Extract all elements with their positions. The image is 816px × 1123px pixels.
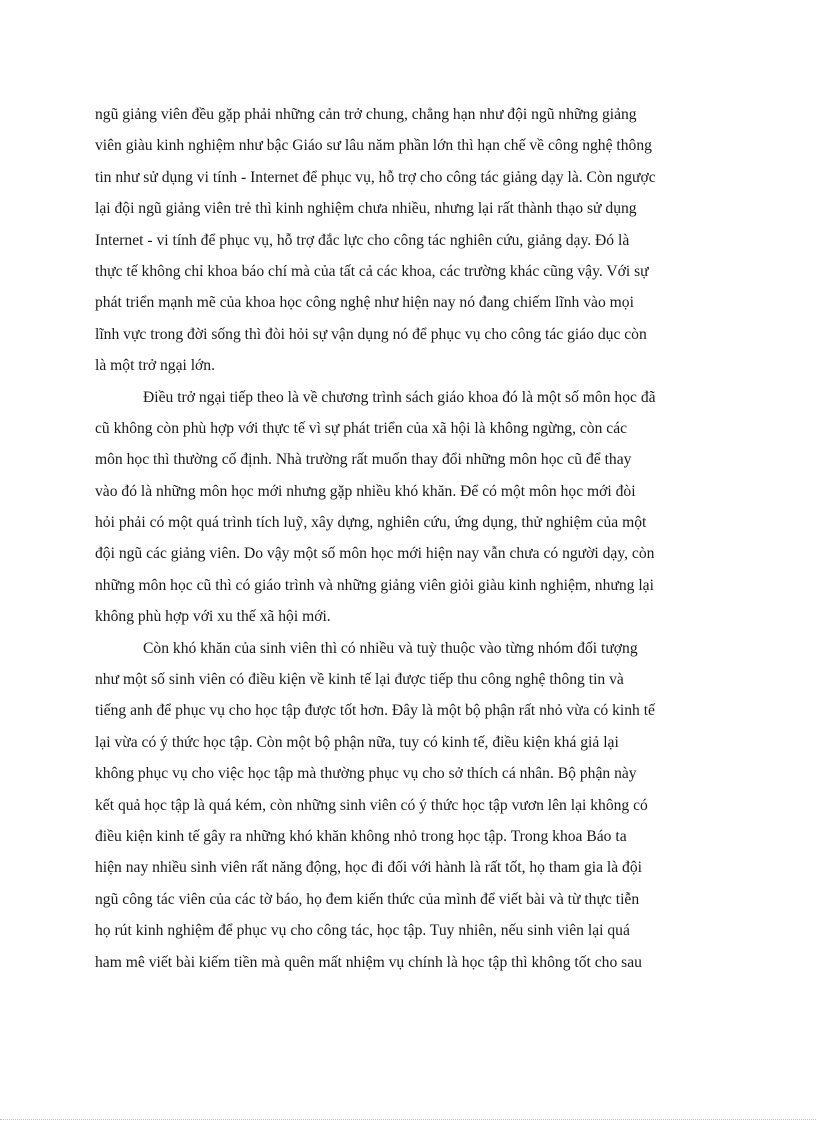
text-line: cũ không còn phù hợp với thực tế vì sự phát triển của xã hội là không ngừng, còn các <box>95 419 628 437</box>
text-line: Còn khó khăn của sinh viên thì có nhiều và tuỳ thuộc vào từng nhóm đối tượng <box>143 639 638 657</box>
text-line: những môn học cũ thì có giáo trình và những giảng viên giỏi giàu kinh nghiệm, nhưng lại <box>95 576 654 594</box>
text-line: ngũ công tác viên của các tờ báo, họ đem kiến thức của mình để viết bài và từ thực tiễn <box>95 890 640 908</box>
paragraph <box>95 633 725 978</box>
text-line: đội ngũ các giảng viên. Do vậy một số môn học mới hiện nay vẫn chưa có người dạy, còn <box>95 545 655 563</box>
text-line: lại đội ngũ giảng viên trẻ thì kinh nghiệm chưa nhiều, nhưng lại rất thành thạo sử dụng <box>95 200 637 218</box>
paragraph <box>95 382 725 633</box>
text-line: hỏi phải có một quá trình tích luỹ, xây dựng, nghiên cứu, ứng dụng, thử nghiệm của một <box>95 514 647 532</box>
text-line: kết quả học tập là quá kém, còn những sinh viên có ý thức học tập vươn lên lại không có <box>95 796 648 814</box>
text-line: họ rút kinh nghiệm để phục vụ cho công tác, học tập. Tuy nhiên, nếu sinh viên lại quá <box>95 922 630 940</box>
text-line: thực tế không chỉ khoa báo chí mà của tất cả các khoa, các trường khác cũng vậy. Với sự <box>95 262 649 280</box>
text-line: điều kiện kinh tế gây ra những khó khăn không nhỏ trong học tập. Trong khoa Báo ta <box>95 827 627 845</box>
text-line: ngũ giảng viên đều gặp phải những cản trở chung, chẳng hạn như đội ngũ những giảng <box>95 106 637 123</box>
text-line: Điều trở ngại tiếp theo là về chương trình sách giáo khoa đó là một số môn học đã <box>143 388 656 406</box>
text-line: hiện nay nhiều sinh viên rất năng động, học đi đối với hành là rất tốt, họ tham gia là đội <box>95 859 642 877</box>
text-line: Internet - vi tính để phục vụ, hỗ trợ đắc lực cho công tác nghiên cứu, giảng dạy. Đó là <box>95 231 630 249</box>
text-line: môn học thì thường cố định. Nhà trường rất muốn thay đổi những môn học cũ để thay <box>95 451 632 469</box>
text-line: như một số sinh viên có điều kiện về kinh tế lại được tiếp thu công nghệ thông tin và <box>95 671 624 689</box>
page-bottom-divider <box>0 1119 816 1120</box>
body-text <box>95 99 725 978</box>
text-line: lại vừa có ý thức học tập. Còn một bộ phận nữa, tuy có kinh tế, điều kiện khá giả lại <box>95 733 619 751</box>
text-line: không phù hợp với xu thế xã hội mới. <box>95 608 331 626</box>
paragraph <box>95 99 725 382</box>
text-line: tin như sử dụng vi tính - Internet để phục vụ, hỗ trợ cho công tác giảng dạy là. Còn ngược <box>95 168 656 186</box>
text-line: viên giàu kinh nghiệm như bậc Giáo sư lâu năm phần lớn thì hạn chế về công nghệ thông <box>95 137 652 155</box>
text-line: ham mê viết bài kiếm tiền mà quên mất nhiệm vụ chính là học tập thì không tốt cho sau <box>95 953 642 971</box>
text-line: vào đó là những môn học mới nhưng gặp nhiều khó khăn. Để có một môn học mới đòi <box>95 482 636 500</box>
text-line: lĩnh vực trong đời sống thì đòi hỏi sự vận dụng nó để phục vụ cho công tác giáo dục còn <box>95 325 647 343</box>
text-line: là một trở ngại lớn. <box>95 357 215 375</box>
text-line: tiếng anh để phục vụ cho học tập được tốt hơn. Đây là một bộ phận rất nhỏ vừa có kinh tế <box>95 702 655 720</box>
text-line: không phục vụ cho việc học tập mà thường phục vụ cho sở thích cá nhân. Bộ phận này <box>95 765 637 783</box>
text-line: phát triển mạnh mẽ của khoa học công nghệ như hiện nay nó đang chiếm lĩnh vào mọi <box>95 294 634 312</box>
